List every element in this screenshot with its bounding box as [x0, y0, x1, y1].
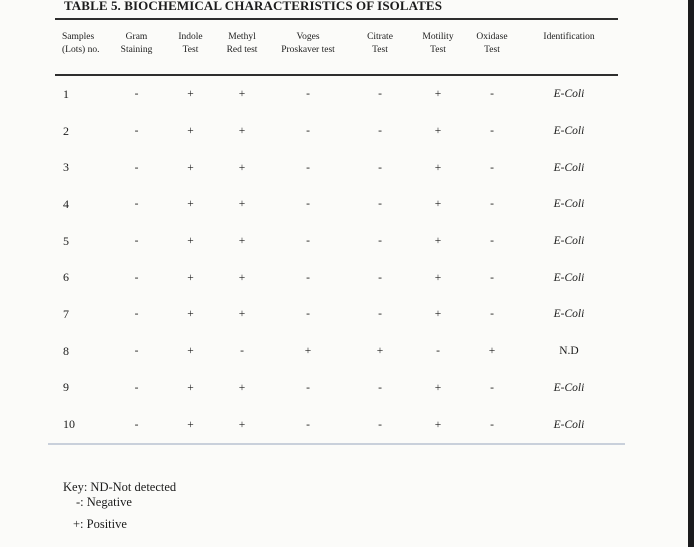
table-cell: +	[238, 198, 246, 211]
column-header-voges-proskaver-test	[266, 31, 350, 56]
column-header-methyl-red-test	[218, 31, 266, 56]
column-header-line: Identification	[543, 32, 595, 42]
table-cell: -	[306, 198, 310, 211]
table-row	[55, 76, 620, 113]
table-cell: -	[490, 125, 494, 138]
table-row	[55, 186, 620, 223]
column-header-line: Test	[182, 44, 199, 55]
table-cell: +	[238, 418, 246, 431]
key-line-nd: Key: ND-Not detected	[63, 480, 177, 494]
table-cell: -	[134, 381, 139, 394]
table-cell: -	[306, 308, 310, 321]
column-header-oxidase-test	[466, 31, 518, 56]
column-header-identification	[518, 31, 620, 56]
table-cell: E-Coli	[553, 418, 585, 431]
photo-edge-bar	[688, 0, 694, 547]
bottom-rule	[48, 443, 625, 445]
table-cell: +	[187, 418, 194, 431]
table-cell: +	[187, 88, 194, 101]
table-cell: E-Coli	[553, 271, 585, 284]
table-cell: -	[240, 345, 244, 358]
column-header-line: Citrate	[367, 32, 393, 42]
table-cell: E-Coli	[553, 125, 585, 138]
table-cell: -	[490, 235, 494, 248]
table-cell: -	[378, 198, 382, 211]
table-cell: N.D	[559, 345, 579, 358]
table-cell: +	[238, 125, 246, 138]
table-cell: 8	[63, 343, 69, 358]
table-row	[55, 259, 620, 296]
column-header-line: Proskaver test	[281, 44, 335, 55]
table-cell: +	[187, 271, 194, 284]
table-cell: -	[134, 125, 139, 138]
table-row	[55, 223, 620, 260]
column-header-citrate-test	[350, 31, 410, 56]
table-cell: +	[434, 88, 442, 101]
table-cell: +	[434, 198, 442, 211]
table-cell: 4	[63, 196, 69, 211]
table-cell: +	[434, 381, 442, 394]
table-cell: +	[434, 418, 442, 431]
column-header-line: Samples	[62, 32, 95, 42]
table-cell: -	[134, 271, 139, 284]
table-cell: +	[376, 345, 384, 358]
table-cell: E-Coli	[553, 198, 585, 211]
table-cell: -	[378, 125, 382, 138]
table-cell: -	[378, 161, 382, 174]
table-cell: -	[378, 271, 382, 284]
table-cell: 5	[63, 233, 69, 248]
table-cell: -	[490, 271, 494, 284]
table-cell: 7	[63, 306, 69, 321]
table-cell: -	[378, 308, 382, 321]
table-row	[55, 149, 620, 186]
table-cell: -	[436, 345, 440, 358]
table-row	[55, 296, 620, 333]
table-cell: -	[490, 88, 494, 101]
table-cell: -	[306, 271, 310, 284]
table-cell: -	[306, 381, 310, 394]
table-cell: -	[134, 161, 139, 174]
table-cell: +	[238, 161, 246, 174]
column-header-line: Voges	[296, 32, 320, 42]
table-cell: 9	[63, 380, 69, 395]
column-header-line: Test	[372, 44, 388, 55]
table-cell: 10	[63, 417, 75, 432]
key-line-negative: -: Negative	[76, 495, 132, 509]
table-cell: +	[238, 381, 246, 394]
table-cell: +	[238, 308, 246, 321]
column-header-samples	[55, 31, 110, 56]
table-cell: -	[490, 381, 494, 394]
table-cell: +	[434, 235, 442, 248]
table-row	[55, 406, 620, 443]
column-header-line: Staining	[120, 44, 153, 55]
table-cell: -	[306, 161, 310, 174]
table-cell: -	[378, 235, 382, 248]
table-cell: -	[134, 88, 139, 101]
column-header-line: Test	[430, 44, 446, 55]
table-cell: -	[134, 198, 139, 211]
table-cell: +	[187, 235, 194, 248]
key-line-positive: +: Positive	[73, 517, 127, 531]
column-header-line: (Lots) no.	[62, 44, 100, 55]
table-cell: -	[490, 198, 494, 211]
key-block	[63, 480, 176, 532]
table-cell: -	[306, 88, 310, 101]
table-cell: -	[134, 308, 139, 321]
table-cell: -	[134, 235, 139, 248]
table-cell: -	[490, 161, 494, 174]
table-cell: +	[187, 308, 194, 321]
table-cell: +	[187, 198, 194, 211]
table-cell: +	[304, 345, 312, 358]
column-header-line: Motility	[422, 32, 454, 42]
column-header-line: Methyl	[228, 32, 256, 42]
table-cell: -	[490, 418, 494, 431]
table-row	[55, 370, 620, 407]
column-header-line: Test	[484, 44, 500, 55]
table-cell: -	[378, 418, 382, 431]
table-row	[55, 113, 620, 150]
column-header-indole-test	[163, 31, 218, 56]
table-cell: +	[187, 345, 194, 358]
table-cell: -	[378, 88, 382, 101]
table-cell: +	[187, 125, 194, 138]
table-cell: -	[134, 418, 139, 431]
table-cell: +	[187, 161, 194, 174]
table-cell: -	[134, 345, 139, 358]
table-cell: +	[434, 161, 442, 174]
table-cell: +	[434, 125, 442, 138]
table-cell: 2	[63, 123, 69, 138]
table-header-row	[55, 31, 620, 56]
column-header-line: Indole	[178, 32, 203, 42]
table-cell: -	[306, 125, 310, 138]
table-cell: +	[238, 88, 246, 101]
table-cell: E-Coli	[553, 308, 585, 321]
table-cell: +	[434, 308, 442, 321]
table-cell: +	[238, 271, 246, 284]
table-cell: E-Coli	[553, 235, 585, 248]
title-rule	[55, 18, 618, 20]
table-cell: +	[434, 271, 442, 284]
table-cell: 6	[63, 270, 69, 285]
table-cell: 3	[63, 160, 69, 175]
column-header-line: Red test	[226, 44, 258, 55]
column-header-line: Oxidase	[476, 32, 508, 42]
table-cell: -	[490, 308, 494, 321]
table-row	[55, 333, 620, 370]
column-header-line: Gram	[125, 32, 148, 42]
table-cell: +	[187, 381, 194, 394]
table-body	[55, 76, 620, 443]
table-cell: E-Coli	[553, 88, 585, 101]
table-cell: 1	[63, 86, 69, 101]
column-header-motility-test	[410, 31, 466, 56]
column-header-gram-staining	[110, 31, 163, 56]
table-cell: -	[306, 235, 310, 248]
table-cell: -	[306, 418, 310, 431]
table-cell: E-Coli	[553, 161, 585, 174]
table-cell: +	[238, 235, 246, 248]
table-cell: E-Coli	[553, 381, 585, 394]
table-cell: +	[488, 345, 496, 358]
table-title: TABLE 5. BIOCHEMICAL CHARACTERISTICS OF ISOLATES	[64, 0, 443, 13]
table-cell: -	[378, 381, 382, 394]
